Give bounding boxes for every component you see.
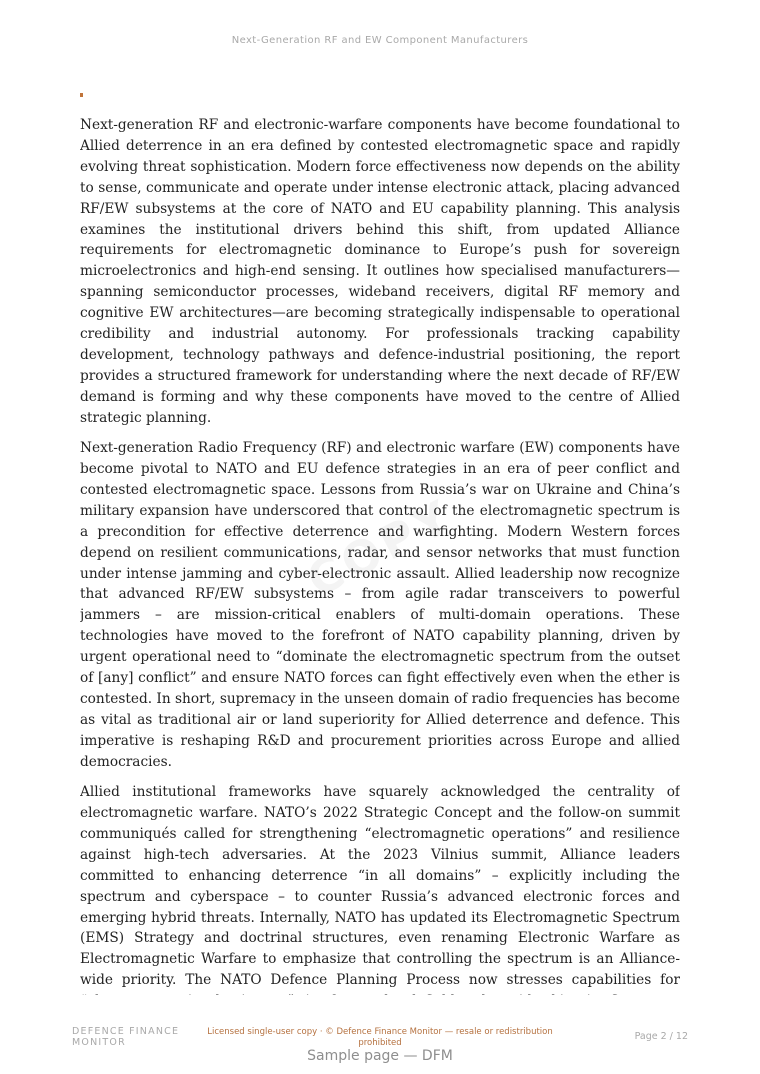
footer-brand-line-2: MONITOR — [72, 1037, 126, 1048]
paragraph-3: Allied institutional frameworks have squarely acknowledged the centrality of electromagnetic warfare. NATO’s 2022 Strategic Concept and the follow-on summit communiqués called for strengthening “electromagnetic operations” and resilience against high-tech adversaries. At the 2023 Vilnius summit, Alliance leaders committed to enhancing deterrence “in all domains” – explicitly including the spectrum and cyberspace – to counter Russia’s advanced electronic forces and emerging hybrid threats. Internally, NATO has updated its Electromagnetic Spectrum (EMS) Strategy and doctrinal structures, even renaming Electronic Warfare as Electromagnetic Warfare to emphasize that controlling the spectrum is an Alliance-wide priority. The NATO Defence Planning Process now stresses capabilities for — [80, 784, 680, 989]
footer-license: Licensed single-user copy · © Defence Finance Monitor — resale or redistribution prohibited — [207, 1027, 553, 1048]
footer-brand-line-1: DEFENCE FINANCE — [72, 1026, 180, 1037]
accent-mark — [80, 93, 83, 97]
sample-page-label: Sample page — DFM — [307, 1048, 453, 1064]
page-number: Page 2 / 12 — [634, 1031, 688, 1042]
running-header: Next-Generation RF and EW Component Manufacturers — [231, 35, 529, 46]
paragraph-2: Next-generation Radio Frequency (RF) and electronic warfare (EW) components have become pivotal to NATO and EU defence strategies in an era of peer conflict and contested electromagnetic space. Lessons from Russia’s war on Ukraine and China’s military expansion have underscored that control of the electromagnetic spectrum is a precondition for effective deterrence and warfighting. Modern Western forces depend on resilient communications, radar, and sensor networks that must function under intense jamming and cyber-electronic assault. Allied leadership now recognize that advanced RF/EW subsystems – from agile radar transceivers to powerful jammers – are mission-critical enablers of multi-domain operations. These technologies have moved to the forefront of NATO capability planning, driven by urgent operational need to “dominate the electromagnetic spectrum from the outset of [any] conflict” and ensure NATO forces can fight effectively even when the ether is contested. In short, supremacy in the unseen domain of radio frequencies has become as vital as traditional air or land superiority for Allied deterrence and defence. This imperative is reshaping R&D and procurement priorities across Europe and allied democracies. — [80, 440, 680, 770]
body-text — [80, 115, 680, 995]
footer-brand — [72, 1026, 179, 1048]
paragraph-1: Next-generation RF and electronic-warfare components have become foundational to Allied deterrence in an era defined by contested electromagnetic space and rapidly evolving threat sophistication. Modern force effectiveness now depends on the ability to sense, communicate and operate under intense electronic attack, placing advanced RF/EW subsystems at the core of NATO and EU capability planning. This analysis examines the institutional drivers behind this shift, from updated Alliance requirements for electromagnetic dominance to Europe’s push for sovereign microelectronics and high-end sensing. It outlines how specialised manufacturers—spanning semiconductor processes, wideband receivers, digital RF memory and cognitive EW architectures—are becoming strategically indispensable to operational credibility and industrial autonomy. For professionals tracking capability development, technology pathways and defence-industrial positioning, the report provides a structured framework for understanding where the next decade of RF/EW demand is forming and why these components have moved to the centre of Allied strategic planning. — [80, 117, 680, 426]
